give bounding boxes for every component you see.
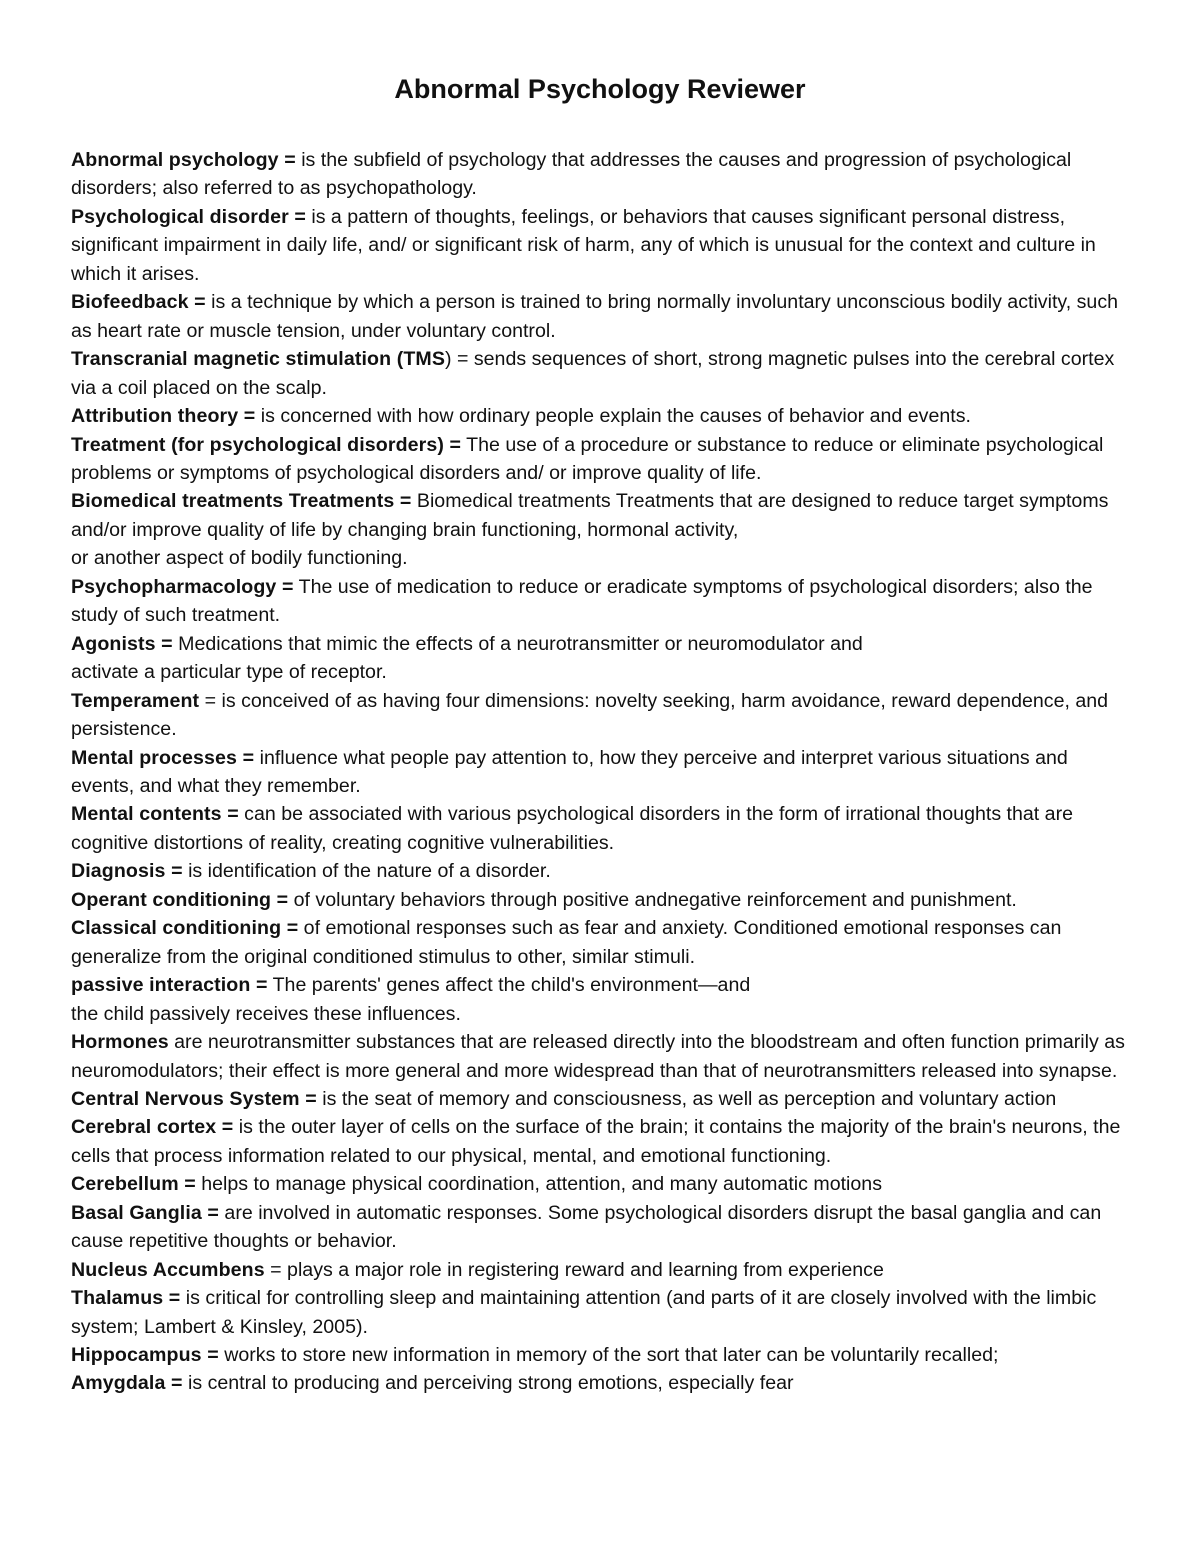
glossary-definition: are neurotransmitter substances that are released directly into the bloodstream and often function primarily as neuromodulators; their effect is more general and more widespread than that of neurotransmitters released into synapse. xyxy=(71,1031,1125,1082)
glossary-term: Central Nervous System = xyxy=(71,1087,317,1110)
glossary-term: passive interaction = xyxy=(71,974,268,997)
glossary-term: Treatment (for psychological disorders) = xyxy=(71,433,462,456)
glossary-entry xyxy=(71,1256,1131,1284)
glossary-definition: = plays a major role in registering reward and learning from experience xyxy=(264,1258,884,1281)
glossary-definition: works to store new information in memory of the sort that later can be voluntarily recalled; xyxy=(218,1344,999,1367)
glossary-term: Diagnosis = xyxy=(71,860,183,883)
glossary-entry xyxy=(71,1341,1131,1369)
glossary-entry xyxy=(71,487,1131,572)
glossary-entry xyxy=(71,1369,1131,1397)
glossary-term: Abnormal psychology = xyxy=(71,149,296,171)
glossary-entry xyxy=(71,288,1131,345)
glossary-term: Cerebellum = xyxy=(71,1173,196,1196)
glossary-entry xyxy=(71,146,1131,203)
glossary-definition: = is conceived of as having four dimensions: novelty seeking, harm avoidance, reward dependence, and persistence. xyxy=(71,689,1109,741)
glossary-term: Amygdala = xyxy=(71,1372,183,1395)
glossary-term: Psychopharmacology = xyxy=(71,575,294,598)
glossary-definition: is a pattern of thoughts, feelings, or behaviors that causes significant personal distress, significant impairment in daily life, and/ or significant risk of harm, any of which is unusual for the context and culture in which it arises. xyxy=(71,205,1096,285)
glossary-definition: is the outer layer of cells on the surface of the brain; it contains the majority of the brain's neurons, the cells that process information related to our physical, mental, and emotional functioning. xyxy=(71,1116,1121,1167)
glossary-definition: influence what people pay attention to, how they perceive and interpret various situations and events, and what they remember. xyxy=(71,746,1068,797)
glossary-term: Nucleus Accumbens xyxy=(71,1258,265,1281)
glossary-entry xyxy=(71,886,1131,914)
glossary-definition: is central to producing and perceiving strong emotions, especially fear xyxy=(182,1372,794,1395)
glossary-definition: can be associated with various psychological disorders in the form of irrational thoughts that are cognitive distortions of reality, creating cognitive vulnerabilities. xyxy=(71,803,1073,854)
glossary-entry xyxy=(71,914,1131,971)
glossary-term: Attribution theory = xyxy=(71,405,256,428)
glossary-term: Biomedical treatments Treatments = xyxy=(71,490,412,513)
glossary-entry xyxy=(71,402,1131,430)
glossary-term: Agonists = xyxy=(71,632,173,655)
glossary-entry xyxy=(71,744,1131,801)
glossary-term: Transcranial magnetic stimulation (TMS xyxy=(71,348,445,371)
glossary-entry xyxy=(71,573,1131,630)
glossary-definition: Biomedical treatments Treatments that are designed to reduce target symptoms and/or improve quality of life by changing brain functioning, hormonal activity, or another aspect of bodily functioning. xyxy=(71,490,1109,570)
glossary-entry xyxy=(71,345,1131,402)
glossary-definition: is the seat of memory and consciousness, as well as perception and voluntary action xyxy=(316,1087,1057,1110)
glossary-term: Biofeedback = xyxy=(71,291,206,314)
glossary-definition: of voluntary behaviors through positive andnegative reinforcement and punishment. xyxy=(288,888,1017,911)
glossary-entry xyxy=(71,971,1131,1028)
glossary-definition: of emotional responses such as fear and anxiety. Conditioned emotional responses can generalize from the original conditioned stimulus to other, similar stimuli. xyxy=(71,917,1062,968)
glossary-definition: Medications that mimic the effects of a neurotransmitter or neuromodulator and activate a particular type of receptor. xyxy=(71,632,863,684)
glossary-entry xyxy=(71,1113,1131,1170)
glossary-definition: The parents' genes affect the child's environment—and the child passively receives these influences. xyxy=(71,974,751,1025)
glossary-entry xyxy=(71,1085,1131,1113)
glossary-entry xyxy=(71,1170,1131,1198)
glossary-definition: is the subfield of psychology that addresses the causes and progression of psychological disorders; also referred to as psychopathology. xyxy=(71,149,1072,200)
glossary-term: Hippocampus = xyxy=(71,1344,219,1367)
glossary-entry xyxy=(71,1284,1131,1341)
glossary-entry xyxy=(71,857,1131,885)
glossary-entry xyxy=(71,1028,1131,1085)
glossary-definition: The use of a procedure or substance to reduce or eliminate psychological problems or symptoms of psychological disorders and/ or improve quality of life. xyxy=(71,433,1104,484)
glossary-term: Classical conditioning = xyxy=(71,917,299,940)
glossary-list xyxy=(71,146,1131,1398)
glossary-term: Operant conditioning = xyxy=(71,888,289,911)
glossary-entry xyxy=(71,630,1131,687)
glossary-definition: is a technique by which a person is trained to bring normally involuntary unconscious bodily activity, such as heart rate or muscle tension, under voluntary control. xyxy=(71,291,1119,342)
glossary-entry xyxy=(71,800,1131,857)
page-title: Abnormal Psychology Reviewer xyxy=(394,74,806,104)
glossary-definition: is critical for controlling sleep and maintaining attention (and parts of it are closely involved with the limbic system; Lambert & Kinsley, 2005). xyxy=(71,1287,1097,1338)
glossary-term: Hormones xyxy=(71,1031,169,1054)
glossary-entry xyxy=(71,431,1131,488)
glossary-entry xyxy=(71,687,1131,744)
glossary-term: Temperament xyxy=(71,689,200,712)
glossary-entry xyxy=(71,1199,1131,1256)
glossary-term: Mental contents = xyxy=(71,803,239,826)
glossary-term: Thalamus = xyxy=(71,1287,181,1310)
glossary-entry xyxy=(71,203,1131,288)
glossary-term: Psychological disorder = xyxy=(71,205,306,228)
glossary-definition: ) = sends sequences of short, strong magnetic pulses into the cerebral cortex via a coil placed on the scalp. xyxy=(71,348,1115,399)
glossary-definition: are involved in automatic responses. Some psychological disorders disrupt the basal ganglia and can cause repetitive thoughts or behavior. xyxy=(71,1201,1102,1253)
glossary-term: Mental processes = xyxy=(71,746,255,769)
glossary-term: Basal Ganglia = xyxy=(71,1201,219,1224)
glossary-definition: is identification of the nature of a disorder. xyxy=(182,860,551,883)
glossary-definition: The use of medication to reduce or eradicate symptoms of psychological disorders; also the study of such treatment. xyxy=(71,575,1093,627)
glossary-definition: helps to manage physical coordination, attention, and many automatic motions xyxy=(195,1173,882,1196)
glossary-term: Cerebral cortex = xyxy=(71,1116,234,1139)
glossary-definition: is concerned with how ordinary people explain the causes of behavior and events. xyxy=(255,405,971,428)
